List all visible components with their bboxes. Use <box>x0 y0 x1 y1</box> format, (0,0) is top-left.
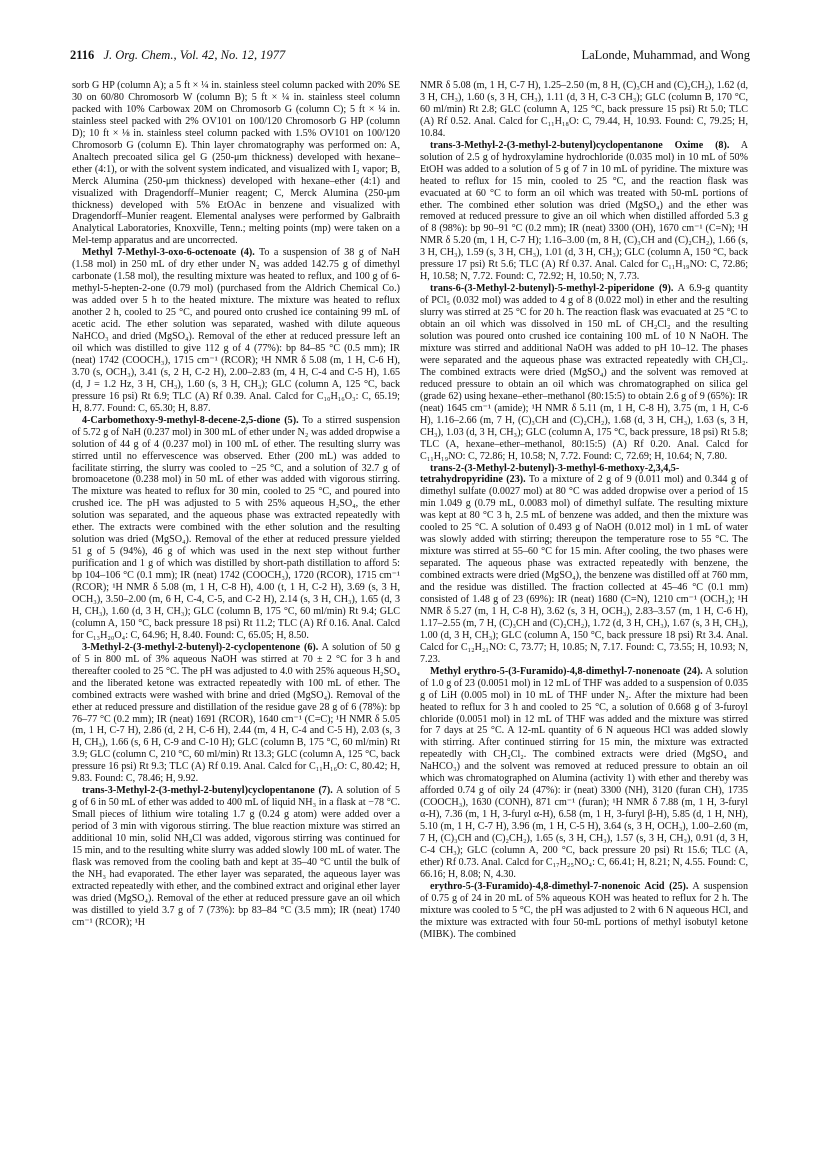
paragraph <box>72 785 400 928</box>
compound-heading: trans-6-(3-Methyl-2-butenyl)-5-methyl-2-piperidone (9). <box>430 283 674 295</box>
paragraph-text: A solution of 2.5 g of hydroxylamine hydrochloride (0.035 mol) in 10 mL of 50% EtOH was added to a solution of 5 g of 7 in 10 mL of pyridine. The mixture was heated to reflux for 15 min, cooled to 25 °C, and the reaction flask was evacuated at 60 °C to form an oil which was treated with 50-mL portions of ether. The combined ether solution was dried (MgSO₄) and the ether was removed at reduced pressure to give an oil which when distilled afforded 5.3 g of 8 (98%): bp 90–91 °C (0.2 mm); IR (neat) 3300 (OH), 1670 cm⁻¹ (C=N); ¹H NMR δ 5.20 (m, 1 H, C-7 H); 1.16–3.00 (m, 8 H, (C)₃CH and (C)₂CH₂), 1.66 (s, 3 H, CH₃), 1.59 (s, 3 H, CH₃), 1.01 (d, 3 H, CH₃); GLC (column A, 150 °C, back pressure 17 psi) Rt 5.6; TLC (A) Rf 0.37. Anal. Calcd for C₁₁H₁₉NO: C, 72.86; H, 10.58; N, 7.72. Found: C, 72.92; H, 10.50; N, 7.73. <box>420 139 748 283</box>
compound-heading: trans-2-(3-Methyl-2-butenyl)-3-methyl-6-methoxy-2,3,4,5-tetrahydropyridine (23). <box>420 462 680 486</box>
paragraph-text: A 6.9-g quantity of PCl₅ (0.032 mol) was added to 4 g of 8 (0.022 mol) in ether and the resulting slurry was stirred at 25 °C for 20 h. The reaction flask was evacuated at 25 °C to obtain an oil which was dissolved in 150 mL of CH₂Cl₂ and the resulting solution was poured onto crushed ice containing 100 mL of 10 N NaOH. The mixture was stirred and additional NaOH was added to pH 10–12. The phases were separated and the aqueous phase was extracted repeatedly with CH₂Cl₂. The combined extracts were dried (MgSO₄) and the solvent was removed at reduced pressure to obtain an oil which was chromatographed on silica gel (grade 62) using hexane–ether–methanol (80:15:5) to obtain 2.6 g of 9 (65%): IR (neat) 1645 cm⁻¹ (amide); ¹H NMR δ 5.11 (m, 1 H, C-8 H), 3.75 (m, 1 H, C-6 H), 1.16–2.66 (m, 7 H, (C)₃CH and (C)₂CH₂), 1.68 (d, 3 H, CH₃), 1.63 (s, 3 H, CH₃), 1.03 (d, 3 H, CH₃); GLC (column A, 175 °C, back pressure, 18 psi) Rt 5.8; TLC (A, hexane–ether–methanol, 80:15:5) (A) Rf 0.20. Anal. Calcd for C₁₁H₁₉NO: C, 72.86; H, 10.58; N, 7.72. Found: C, 72.69; H, 10.64; N, 7.80. <box>420 283 748 462</box>
journal-citation: J. Org. Chem., Vol. 42, No. 12, 1977 <box>103 48 286 62</box>
paragraph <box>72 415 400 642</box>
author-list: LaLonde, Muhammad, and Wong <box>581 48 750 62</box>
paragraph-text: To a mixture of 2 g of 9 (0.011 mol) and 0.344 g of dimethyl sulfate (0.0027 mol) at 80 °C was added dropwise over a period of 15 min 1.049 g (0.79 mL, 0.0083 mol) of dimethyl sulfate. The resulting mixture was kept at 80 °C 3 h, 2.5 mL of benzene was added, and then the mixture was cooled to 25 °C. A solution of 0.493 g of NaOH (0.012 mol) in 1 mL of water was slowly added with stirring; thereupon the temperature rose to 55 °C. The mixture was stirred at 55–60 °C for 15 min. After cooling, the two phases were separated. The aqueous phase was extracted repeatedly with benzene, the combined extracts were dried (MgSO₄), the benzene was distilled off at 760 mm, and the residue was distilled. The fraction collected at 45–46 °C (0.1 mm) consisted of 1.48 g of 23 (69%): IR (neat) 1680 (C=N), 1210 cm⁻¹ (OCH₃); ¹H NMR δ 5.27 (m, 1 H, C-8 H), 3.62 (s, 3 H, OCH₃), 2.83–3.57 (m, 1 H, C-6 H), 1.17–2.55 (m, 7 H, (C)₃CH and (C)₂CH₂), 1.72 (d, 3 H, CH₃), 1.67 (s, 3 H, CH₃), 1.00 (d, 3 H, CH₃); GLC (column A, 150 °C, back pressure 18 psi) Rt 3.4. Anal. Calcd for C₁₂H₂₁NO: C, 73.77; H, 10.85; N, 7.17. Found: C, 73.55; H, 10.93; N, 7.23. <box>420 474 748 665</box>
paragraph <box>72 80 400 247</box>
paragraph <box>420 666 748 881</box>
paragraph <box>420 80 748 140</box>
paragraph <box>72 247 400 414</box>
compound-heading: trans-3-Methyl-2-(3-methyl-2-butenyl)cyclopentanone (7). <box>82 785 333 797</box>
paragraph <box>72 642 400 785</box>
compound-heading: Methyl erythro-5-(3-Furamido)-4,8-dimethyl-7-nonenoate (24). <box>430 665 703 677</box>
running-head <box>70 48 750 70</box>
paragraph-text: A solution of 50 g of 5 in 800 mL of 3% aqueous NaOH was stirred at 70 ± 2 °C for 3 h and thereafter cooled to 25 °C. The pH was adjusted to 4.0 with 25% aqueous H₂SO₄ and the liberated ketone was extracted repeatedly with 100 mL of ether. The combined extracts were washed with brine and dried (MgSO₄). Removal of the ether at reduced pressure and distillation of the residue gave 28 g of 6 (78%): bp 76–77 °C (0.2 mm); IR (neat) 1691 (RCOR), 1640 cm⁻¹ (C=C); ¹H NMR δ 5.05 (m, 1 H, C-7 H), 2.86 (d, 2 H, C-6 H), 2.44 (m, 4 H, C-4 and C-5 H), 2.03 (s, 3 H, CH₃), 1.66 (s, 6 H, C-9 and C-10 H); GLC (column B, 175 °C, 60 ml/min) Rt 3.9; GLC (column C, 210 °C, 60 ml/min) Rt 13.3; GLC (column A, 125 °C, back pressure 16 psi) Rt 9.3; TLC (A) Rf 0.19. Anal. Calcd for C₁₁H₁₆O: C, 80.42; H, 9.83. Found: C, 78.46; H, 9.92. <box>72 641 400 785</box>
paragraph <box>420 463 748 666</box>
left-column <box>72 80 400 1140</box>
paragraph-text: A suspension of 0.75 g of 24 in 20 mL of 5% aqueous KOH was heated to reflux for 2 h. The mixture was cooled to 5 °C, the pH was adjusted to 2 with 6 N aqueous HCl, and the mixture was extracted with four 50-mL portions of methyl isobutyl ketone (MIBK). The combined <box>420 880 748 940</box>
paragraph-text: sorb G HP (column A); a 5 ft × ¼ in. stainless steel column packed with 20% SE 30 on 60/80 Chromosorb W (column B); 5 ft × ¼ in. stainless steel column packed with 10% Carbowax 20M on Chromosorb G (column C); 5 ft × ¼ in. stainless steel packed with 2% OV101 on 100/120 Chromosorb G HP (column D); 10 ft × ⅛ in. stainless steel column packed with 1.5% OV101 on 100/120 Chromosorb G (column E). Thin layer chromatography was performed on: A, Analtech precoated silica gel G (250-μm thickness) developed with hexane–ether (4:1), or with the solvent system indicated, and visualized with I₂ vapor; B, Merck Alumina (250-μm thickness) developed with hexane–ether (4:1) and visualized with Dragendorff–Munier reagent; C, Merck Alumina (250-μm thickness) developed with 5% EtOAc in benzene and visualized with Dragendorff–Munier reagent. Elemental analyses were performed by Galbraith Analytical Laboratories, Knoxville, Tenn.; melting points (mp) were taken on a Mel-temp apparatus and are uncorrected. <box>72 80 400 247</box>
paragraph-text: NMR δ 5.08 (m, 1 H, C-7 H), 1.25–2.50 (m, 8 H, (C)₃CH and (C)₂CH₂), 1.62 (d, 3 H, CH₃), 1.60 (s, 3 H, CH₃), 1.11 (d, 3 H, C-3 CH₃); GLC (column B, 170 °C, 60 ml/min) Rt 2.8; GLC (column A, 125 °C, back pressure 15 psi) Rt 5.0; TLC (A) Rf 0.52. Anal. Calcd for C₁₁H₁₈O: C, 79.44, H, 10.93. Found: C, 79.25; H, 10.84. <box>420 80 748 139</box>
paragraph <box>420 881 748 941</box>
compound-heading: 3-Methyl-2-(3-methyl-2-butenyl)-2-cyclopentenone (6). <box>82 641 319 653</box>
compound-heading: 4-Carbomethoxy-9-methyl-8-decene-2,5-dione (5). <box>82 414 299 426</box>
compound-heading: Methyl 7-Methyl-3-oxo-6-octenoate (4). <box>82 247 255 259</box>
paragraph-text: A solution of 1.0 g of 23 (0.0051 mol) in 12 mL of THF was added to a suspension of 0.035 g of LiH (0.005 mol) in 10 mL of THF under N₂. After the mixture had been heated to reflux for 3 h and cooled to 25 °C, a solution of 0.668 g of 3-furoyl chloride (0.0051 mol) in 12 mL of THF was added and the mixture was stirred for 7 days at 25 °C. A 12-mL quantity of 6 N aqueous HCl was added slowly with stirring. After continued stirring for 15 min, the mixture was extracted repeatedly with CH₂Cl₂. The combined extracts were dried (MgSO₄ and NaHCO₃) and the solvent was removed at reduced pressure to obtain an oil which was chromatographed on Alumina (activity 1) with ether and thereby was afforded 0.74 g of oily 24 (47%): ir (neat) 3300 (NH), 3120 (furan CH), 1735 (COOCH₃), 1630 (CONH), 871 cm⁻¹ (furan); ¹H NMR δ 7.88 (m, 1 H, 3-furyl α-H), 7.36 (m, 1 H, 3-furyl α-H), 6.58 (m, 1 H, 3-furyl β-H), 5.85 (d, 1 H, NH), 5.10 (m, 1 H, C-7 H), 3.96 (m, 1 H, C-5 H), 3.64 (s, 3 H, OCH₃), 1.00–2.60 (m, 7 H, (C)₃CH and (C)₂CH₂), 1.65 (s, 3 H, CH₃), 1.57 (s, 3 H, CH₃), 0.91 (d, 3 H, C-4 CH₃); GLC (column A, 200 °C, back pressure 20 psi) Rt 15.6; TLC (A, ether) Rf 0.73. Anal. Calcd for C₁₇H₂₅NO₄: C, 66.41; H, 8.21; N, 4.55. Found: C, 66.16; H, 8.08; N, 4.30. <box>420 665 748 880</box>
paragraph-text: A solution of 5 g of 6 in 50 mL of ether was added to 400 mL of liquid NH₃ in a flask at −78 °C. Small pieces of lithium wire totaling 1.7 g (0.24 g atom) were added over a period of 3 min with vigorous stirring. The blue reaction mixture was stirred an additional 10 min, solid NH₄Cl was added, vigorous stirring was continued for 15 min, and to the resulting white slurry was added slowly 100 mL of water. The flask was removed from the cooling bath and kept at 35–40 °C until the bulk of the NH₃ had evaporated. The ether layer was separated, the aqueous layer was extracted repeatedly with ether, and the combined extract and original ether layer was dried (MgSO₄). Removal of the ether at reduced pressure gave an oil which was distilled to yield 3.7 g of 7 (73%): bp 83–84 °C (3.5 mm); IR (neat) 1740 cm⁻¹ (RCOR); ¹H <box>72 785 400 928</box>
right-column <box>420 80 748 1140</box>
paragraph <box>420 283 748 462</box>
page-number: 2116 <box>70 48 95 62</box>
paragraph-text: To a suspension of 38 g of NaH (1.58 mol) in 250 mL of dry ether under N₂ was added 142.75 g of dimethyl carbonate (1.58 mol), the resulting mixture was heated to reflux, and 100 g of 6-methyl-5-hepten-2-one (0.79 mol) (purchased from the Aldrich Chemical Co.) was added over 5 h to the heated mixture. The mixture was heated to reflux another 2 h, cooled to 25 °C, and poured onto crushed ice containing 99 mL of acetic acid. The ether solution was separated, washed with dilute aqueous NaHCO₃ and dried (MgSO₄). Removal of the ether at reduced pressure left an oil which was distilled to give 112 g of 4 (77%): bp 84–85 °C (0.5 mm); IR (neat) 1742 (COOCH₃), 1715 cm⁻¹ (RCOR); ¹H NMR δ 5.08 (m, 1 H, C-6 H), 3.70 (s, OCH₃), 3.41 (s, 2 H, C-2 H), 2.00–2.83 (m, 4 H, C-4 and C-5 H), 1.65 (d, J = 1.2 Hz, 3 H, CH₃), 1.60 (s, 3 H, CH₃); GLC (column A, 125 °C, back pressure 16 psi) Rt 6.9; TLC (A) Rf 0.39. Anal. Calcd for C₁₀H₁₆O₃: C, 65.19; H, 8.77. Found: C, 65.30; H, 8.87. <box>72 247 400 414</box>
compound-heading: erythro-5-(3-Furamido)-4,8-dimethyl-7-nonenoic Acid (25). <box>430 880 689 892</box>
paragraph <box>420 140 748 283</box>
paragraph-text: To a stirred suspension of 5.72 g of NaH (0.237 mol) in 300 mL of ether under N₂ was added dropwise a solution of 44 g of 4 (0.237 mol) in 100 mL of ether. The resulting slurry was stirred until no effervescence was observed. Ether (200 mL) was added to facilitate stirring, the slurry was cooled to −25 °C, and a solution of 32.7 g of bromoacetone (0.238 mol) in 50 mL of ether was added with vigorous stirring. The mixture was heated to reflux for 30 min, cooled to 25 °C, and poured into crushed ice. The pH was adjusted to 5 with 25% aqueous H₂SO₄, the ether solution was separated, and the aqueous phase was extracted repeatedly with ether. The extracts were combined with the ether solution and the resulting solution was dried (MgSO₄). Removal of the ether at reduced pressure yielded 51 g of 5 (94%), 46 g of which was used in the next step without further purification and 1 g of which was distilled by short-path distillation to afford 5: bp 104–106 °C (0.1 mm); IR (neat) 1742 (COOCH₃), 1720 (RCOR), 1715 cm⁻¹ (RCOR); ¹H NMR δ 5.08 (m, 1 H, C-8 H), 4.00 (t, 1 H, C-2 H), 3.69 (s, 3 H, OCH₃), 3.50–2.00 (m, 6 H, C-4, C-5, and C-2 H), 2.14 (s, 3 H, CH₃), 1.65 (d, 3 H, CH₃), 1.60 (d, 3 H, CH₃); GLC (column B, 175 °C, 60 ml/min) Rt 9.4; GLC (column A, 150 °C, back pressure 18 psi) Rt 11.2; TLC (A) Rf 0.16. Anal. Calcd for C₁₃H₂₀O₄: C, 64.96; H, 8.40. Found: C, 65.05; H, 8.50. <box>72 414 400 641</box>
compound-heading: trans-3-Methyl-2-(3-methyl-2-butenyl)cyclopentanone Oxime (8). <box>430 139 730 151</box>
